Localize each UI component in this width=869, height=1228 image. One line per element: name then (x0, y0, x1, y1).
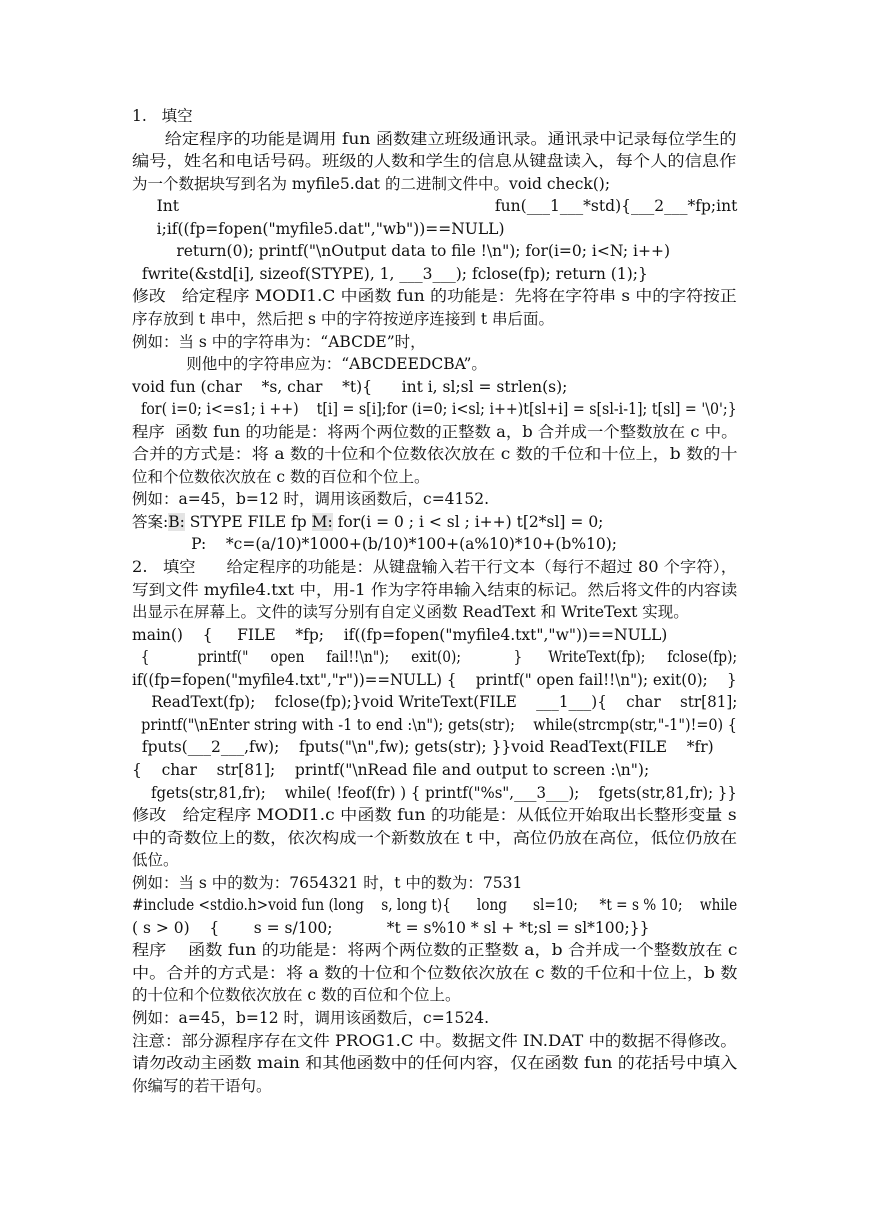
line-text: i;if((fp=fopen("myfile5.dat","wb"))==NULL) (132, 219, 505, 238)
line-text: 中。合并的方式是：将 a 数的十位和个位数依次放在 c 数的千位和十位上，b 数 (132, 963, 738, 982)
text-line (132, 984, 461, 1006)
text-line (132, 533, 617, 555)
text-line (132, 173, 610, 195)
text-line (132, 1030, 737, 1052)
line-text: 合并的方式是：将 a 数的十位和个位数依次放在 c 数的千位和十位上，b 数的十 (132, 445, 738, 464)
line-text: { char str[81]; printf("\nRead file and output to screen :\n"); (132, 760, 650, 779)
line-text: 1. 填空 (132, 107, 193, 125)
line-text: 例如：a=45，b=12 时，调用该函数后，c=1524. (132, 1009, 490, 1027)
text-line (132, 105, 193, 127)
line-text: 例如：a=45，b=12 时，调用该函数后，c=4152. (132, 490, 490, 509)
text-line (132, 263, 648, 285)
line-text: 程序 函数 fun 的功能是：将两个两位数的正整数 a，b 合并成一个整数放在 c (132, 941, 738, 960)
text-line (132, 939, 737, 961)
line-text: 程序 函数 fun 的功能是：将两个两位数的正整数 a，b 合并成一个整数放在 c 中。 (132, 422, 738, 441)
line-text: 2. 填空 给定程序的功能是：从键盘输入若干行文本（每行不超过 80 个字符）， (132, 558, 737, 576)
line-text: if((fp=fopen("myfile4.txt","r"))==NULL) { printf(" open fail!!\n"); exit(0); } (132, 670, 737, 689)
line-text: 请勿改动主函数 main 和其他函数中的任何内容，仅在函数 fun 的花括号中填入 (132, 1054, 738, 1073)
line-text: fputs(___2___,fw); fputs("\n",fw); gets(str); }}void ReadText(FILE *fr) (132, 738, 714, 757)
line-text: 则他中的字符串应为：“ABCDEEDCBA”。 (132, 355, 487, 374)
text-line (132, 353, 487, 375)
text-line (132, 1075, 272, 1097)
text-line (132, 669, 737, 691)
line-text: main() { FILE *fp; if((fp=fopen("myfile4.txt","w"))==NULL) (132, 625, 668, 644)
text-line (132, 691, 737, 713)
text-line (132, 421, 737, 443)
text-line (132, 308, 554, 330)
line-text: ( s > 0) { s = s/100; *t = s%10 * sl + *t;sl = sl*100;}} (132, 918, 650, 937)
line-text: 注意：部分源程序存在文件 PROG1.C 中。数据文件 IN.DAT 中的数据不得修改。 (132, 1031, 737, 1050)
text-line (132, 601, 689, 623)
text-line (132, 376, 567, 398)
text-line (132, 736, 714, 758)
text-line (132, 240, 670, 262)
text-line (132, 331, 426, 353)
line-text: 低位。 (132, 851, 179, 870)
text-line (132, 579, 737, 601)
line-text: Int fun(___1___*std){___2___*fp;int (132, 197, 738, 216)
text-line (132, 1007, 489, 1029)
line-text: 给定程序的功能是调用 fun 函数建立班级通讯录。通讯录中记录每位学生的 (132, 129, 737, 148)
line-text: 修改 给定程序 MODI1.C 中函数 fun 的功能是：先将在字符串 s 中的字符按正 (132, 287, 737, 306)
text-line (132, 782, 737, 804)
line-text: 出显示在屏幕上。文件的读写分别有自定义函数 ReadText 和 WriteText 实现。 (132, 603, 689, 622)
text-line (132, 195, 737, 217)
line-text: 中的奇数位上的数，依次构成一个新数放在 t 中，高位仍放在高位，低位仍放在 (132, 828, 738, 847)
text-line (132, 872, 522, 894)
text-line (132, 1052, 737, 1074)
line-text: for( i=0; i<=s1; i ++) t[i] = s[i];for (i=0; i<sl; i++)t[sl+i] = s[sl-i-1]; t[sl] = '\0';} (132, 400, 737, 419)
line-text: 写到文件 myfile4.txt 中，用-1 作为字符串输入结束的标记。然后将文件的内容读 (132, 580, 738, 599)
line-text: printf("\nEnter string with -1 to end :\n"); gets(str); while(strcmp(str,"-1")!=0) { (132, 715, 737, 734)
text-line (132, 646, 737, 668)
line-text: 序存放到 t 串中，然后把 s 中的字符按逆序连接到 t 串后面。 (132, 309, 554, 328)
line-text: 例如：当 s 中的数为：7654321 时，t 中的数为：7531 (132, 873, 523, 892)
text-line (132, 714, 737, 736)
answer-b-text: STYPE FILE fp (184, 512, 312, 531)
line-text: fgets(str,81,fr); while( !feof(fr) ) { printf("%s",___3___); fgets(str,81,fr); }} (132, 783, 737, 802)
text-line (132, 962, 738, 984)
text-line (132, 556, 737, 578)
line-text: 修改 给定程序 MODI1.c 中函数 fun 的功能是：从低位开始取出长整形变量 s (132, 806, 737, 825)
line-text: 例如：当 s 中的字符串为：“ABCDE”时， (132, 332, 426, 351)
text-line (132, 398, 737, 420)
text-line (132, 804, 737, 826)
line-text: ReadText(fp); fclose(fp);}void WriteText(FILE ___1___){ char str[81]; (132, 693, 738, 712)
text-line (132, 150, 736, 172)
answer-m-text: for(i = 0 ; i < sl ; i++) t[2*sl] = 0; (332, 512, 604, 531)
line-text: #include <stdio.h>void fun (long s, long t){ long sl=10; *t = s % 10; while (132, 896, 738, 915)
line-text: fwrite(&std[i], sizeof(STYPE), 1, ___3___); fclose(fp); return (1);} (132, 264, 648, 283)
text-line (132, 218, 505, 240)
answer-key-m: M: (311, 512, 333, 531)
text-line (132, 759, 649, 781)
text-line (132, 917, 649, 939)
text-line (132, 624, 667, 646)
line-text: void fun (char *s, char *t){ int i, sl;sl = strlen(s); (132, 377, 568, 396)
text-line (132, 488, 489, 510)
line-text: return(0); printf("\nOutput data to file !\n"); for(i=0; i<N; i++) (132, 242, 670, 261)
line-text: 编号，姓名和电话号码。班级的人数和学生的信息从键盘读入，每个人的信息作 (132, 152, 737, 171)
line-text: 的十位和个位数依次放在 c 数的百位和个位上。 (132, 986, 461, 1005)
text-line (132, 443, 738, 465)
text-line (132, 511, 603, 533)
text-line (132, 827, 737, 849)
line-text: { printf(" open fail!!\n"); exit(0); } WriteText(fp); fclose(fp); (132, 648, 738, 667)
line-text: 为一个数据块写到名为 myfile5.dat 的二进制文件中。void check(); (132, 174, 611, 193)
answer-key-b: B: (168, 512, 185, 531)
line-text: 位和个位数依次放在 c 数的百位和个位上。 (132, 467, 430, 486)
text-line (132, 285, 737, 307)
text-line (132, 466, 430, 488)
answer-prefix: 答案: (132, 512, 169, 531)
text-line (132, 128, 737, 150)
line-text: 你编写的若干语句。 (132, 1076, 272, 1095)
line-text: P: *c=(a/10)*1000+(b/10)*100+(a%10)*10+(b%10); (132, 535, 618, 554)
text-line (132, 894, 737, 916)
text-line (132, 849, 179, 871)
